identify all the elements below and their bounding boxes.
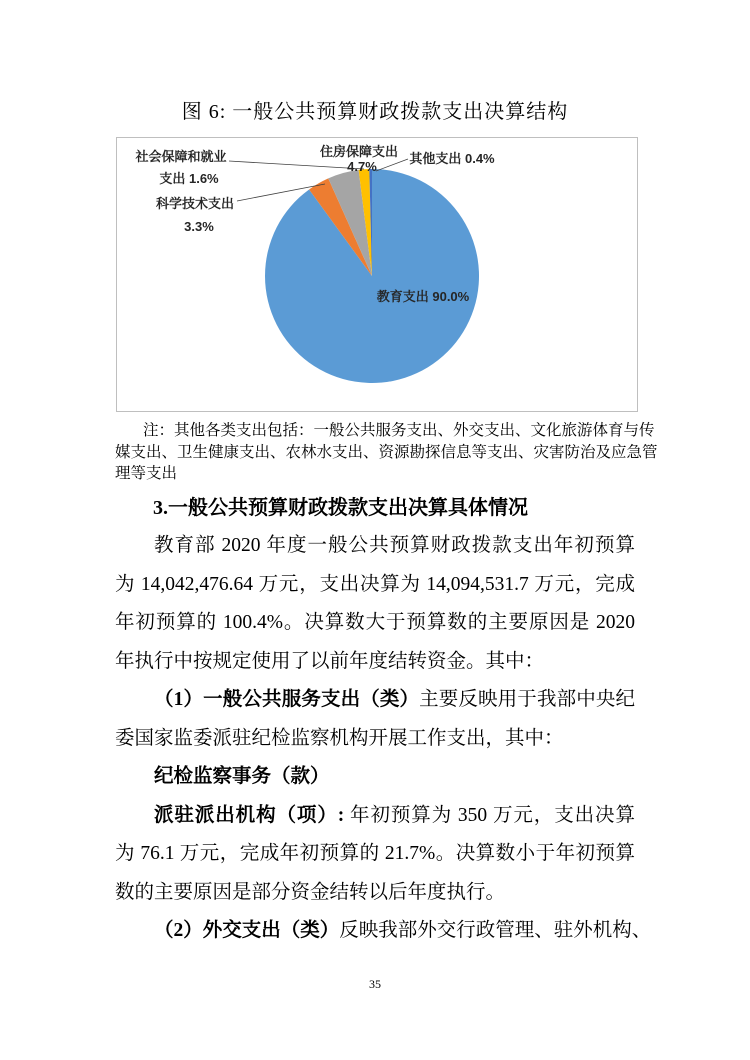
body-segment: 主要反映用于我部中央纪 bbox=[419, 689, 635, 710]
pie-label-social-1: 支出 1.6% bbox=[159, 171, 219, 186]
body-line bbox=[115, 758, 635, 797]
body-segment: 为 14,042,476.64 万元，支出决算为 14,094,531.7 万元，完成 bbox=[115, 573, 635, 595]
page-number: 35 bbox=[369, 977, 381, 991]
body-line bbox=[115, 720, 635, 759]
note-line: 理等支出 bbox=[115, 465, 178, 483]
body-line bbox=[115, 797, 635, 836]
pie-label-social-0: 社会保障和就业 bbox=[135, 149, 227, 164]
chart-note bbox=[115, 420, 658, 485]
body-line bbox=[115, 912, 652, 951]
body-segment: 反映我部外交行政管理、驻外机构、 bbox=[339, 920, 652, 941]
body-segment: 年初预算为 350 万元，支出决算 bbox=[350, 804, 635, 826]
pie-label-science-0: 科学技术支出 bbox=[155, 196, 235, 211]
body-text bbox=[115, 527, 652, 951]
note-line: 媒支出、卫生健康支出、农林水支出、资源勘探信息等支出、灾害防治及应急管 bbox=[115, 443, 658, 461]
body-segment-bold: 纪检监察事务（款） bbox=[154, 766, 330, 787]
body-segment: 委国家监委派驻纪检监察机构开展工作支出，其中： bbox=[115, 727, 564, 749]
body-segment: 数的主要原因是部分资金结转以后年度执行。 bbox=[115, 881, 506, 903]
body-line bbox=[115, 566, 635, 605]
body-line bbox=[115, 835, 635, 874]
body-line bbox=[115, 643, 635, 682]
body-line bbox=[115, 681, 635, 720]
chart-frame bbox=[116, 137, 638, 412]
figure-title: 图 6: 一般公共预算财政拨款支出决算结构 bbox=[181, 101, 569, 123]
pie-label-housing-1: 4.7% bbox=[347, 159, 377, 174]
body-segment: 年执行中按规定使用了以前年度结转资金。其中： bbox=[115, 650, 545, 672]
body-segment: 教育部 2020 年度一般公共预算财政拨款支出年初预算 bbox=[154, 535, 635, 556]
body-segment-bold: 派驻派出机构（项）: bbox=[154, 804, 351, 826]
pie-slice-0 bbox=[265, 169, 479, 383]
body-segment: 年初预算的 100.4%。决算数大于预算数的主要原因是 2020 bbox=[115, 612, 635, 633]
pie-label-housing-0: 住房保障支出 bbox=[319, 144, 399, 159]
pie-label-other-0: 其他支出 0.4% bbox=[409, 151, 495, 166]
pie-label-science-1: 3.3% bbox=[184, 219, 214, 234]
body-line bbox=[115, 527, 635, 566]
body-segment-bold: （2）外交支出（类） bbox=[154, 920, 340, 941]
body-segment-bold: （1）一般公共服务支出（类） bbox=[154, 689, 420, 710]
pie-chart-svg bbox=[117, 138, 637, 411]
note-line: 注：其他各类支出包括：一般公共服务支出、外交支出、文化旅游体育与传 bbox=[143, 422, 655, 439]
leader-line-2 bbox=[376, 159, 408, 171]
body-line bbox=[115, 874, 635, 913]
body-line bbox=[115, 604, 635, 643]
pie-label-education-0: 教育支出 90.0% bbox=[376, 289, 470, 304]
section-heading: 3.一般公共预算财政拨款支出决算具体情况 bbox=[153, 497, 528, 519]
body-segment: 为 76.1 万元，完成年初预算的 21.7%。决算数小于年初预算 bbox=[115, 843, 635, 864]
leader-line-0 bbox=[229, 161, 364, 169]
